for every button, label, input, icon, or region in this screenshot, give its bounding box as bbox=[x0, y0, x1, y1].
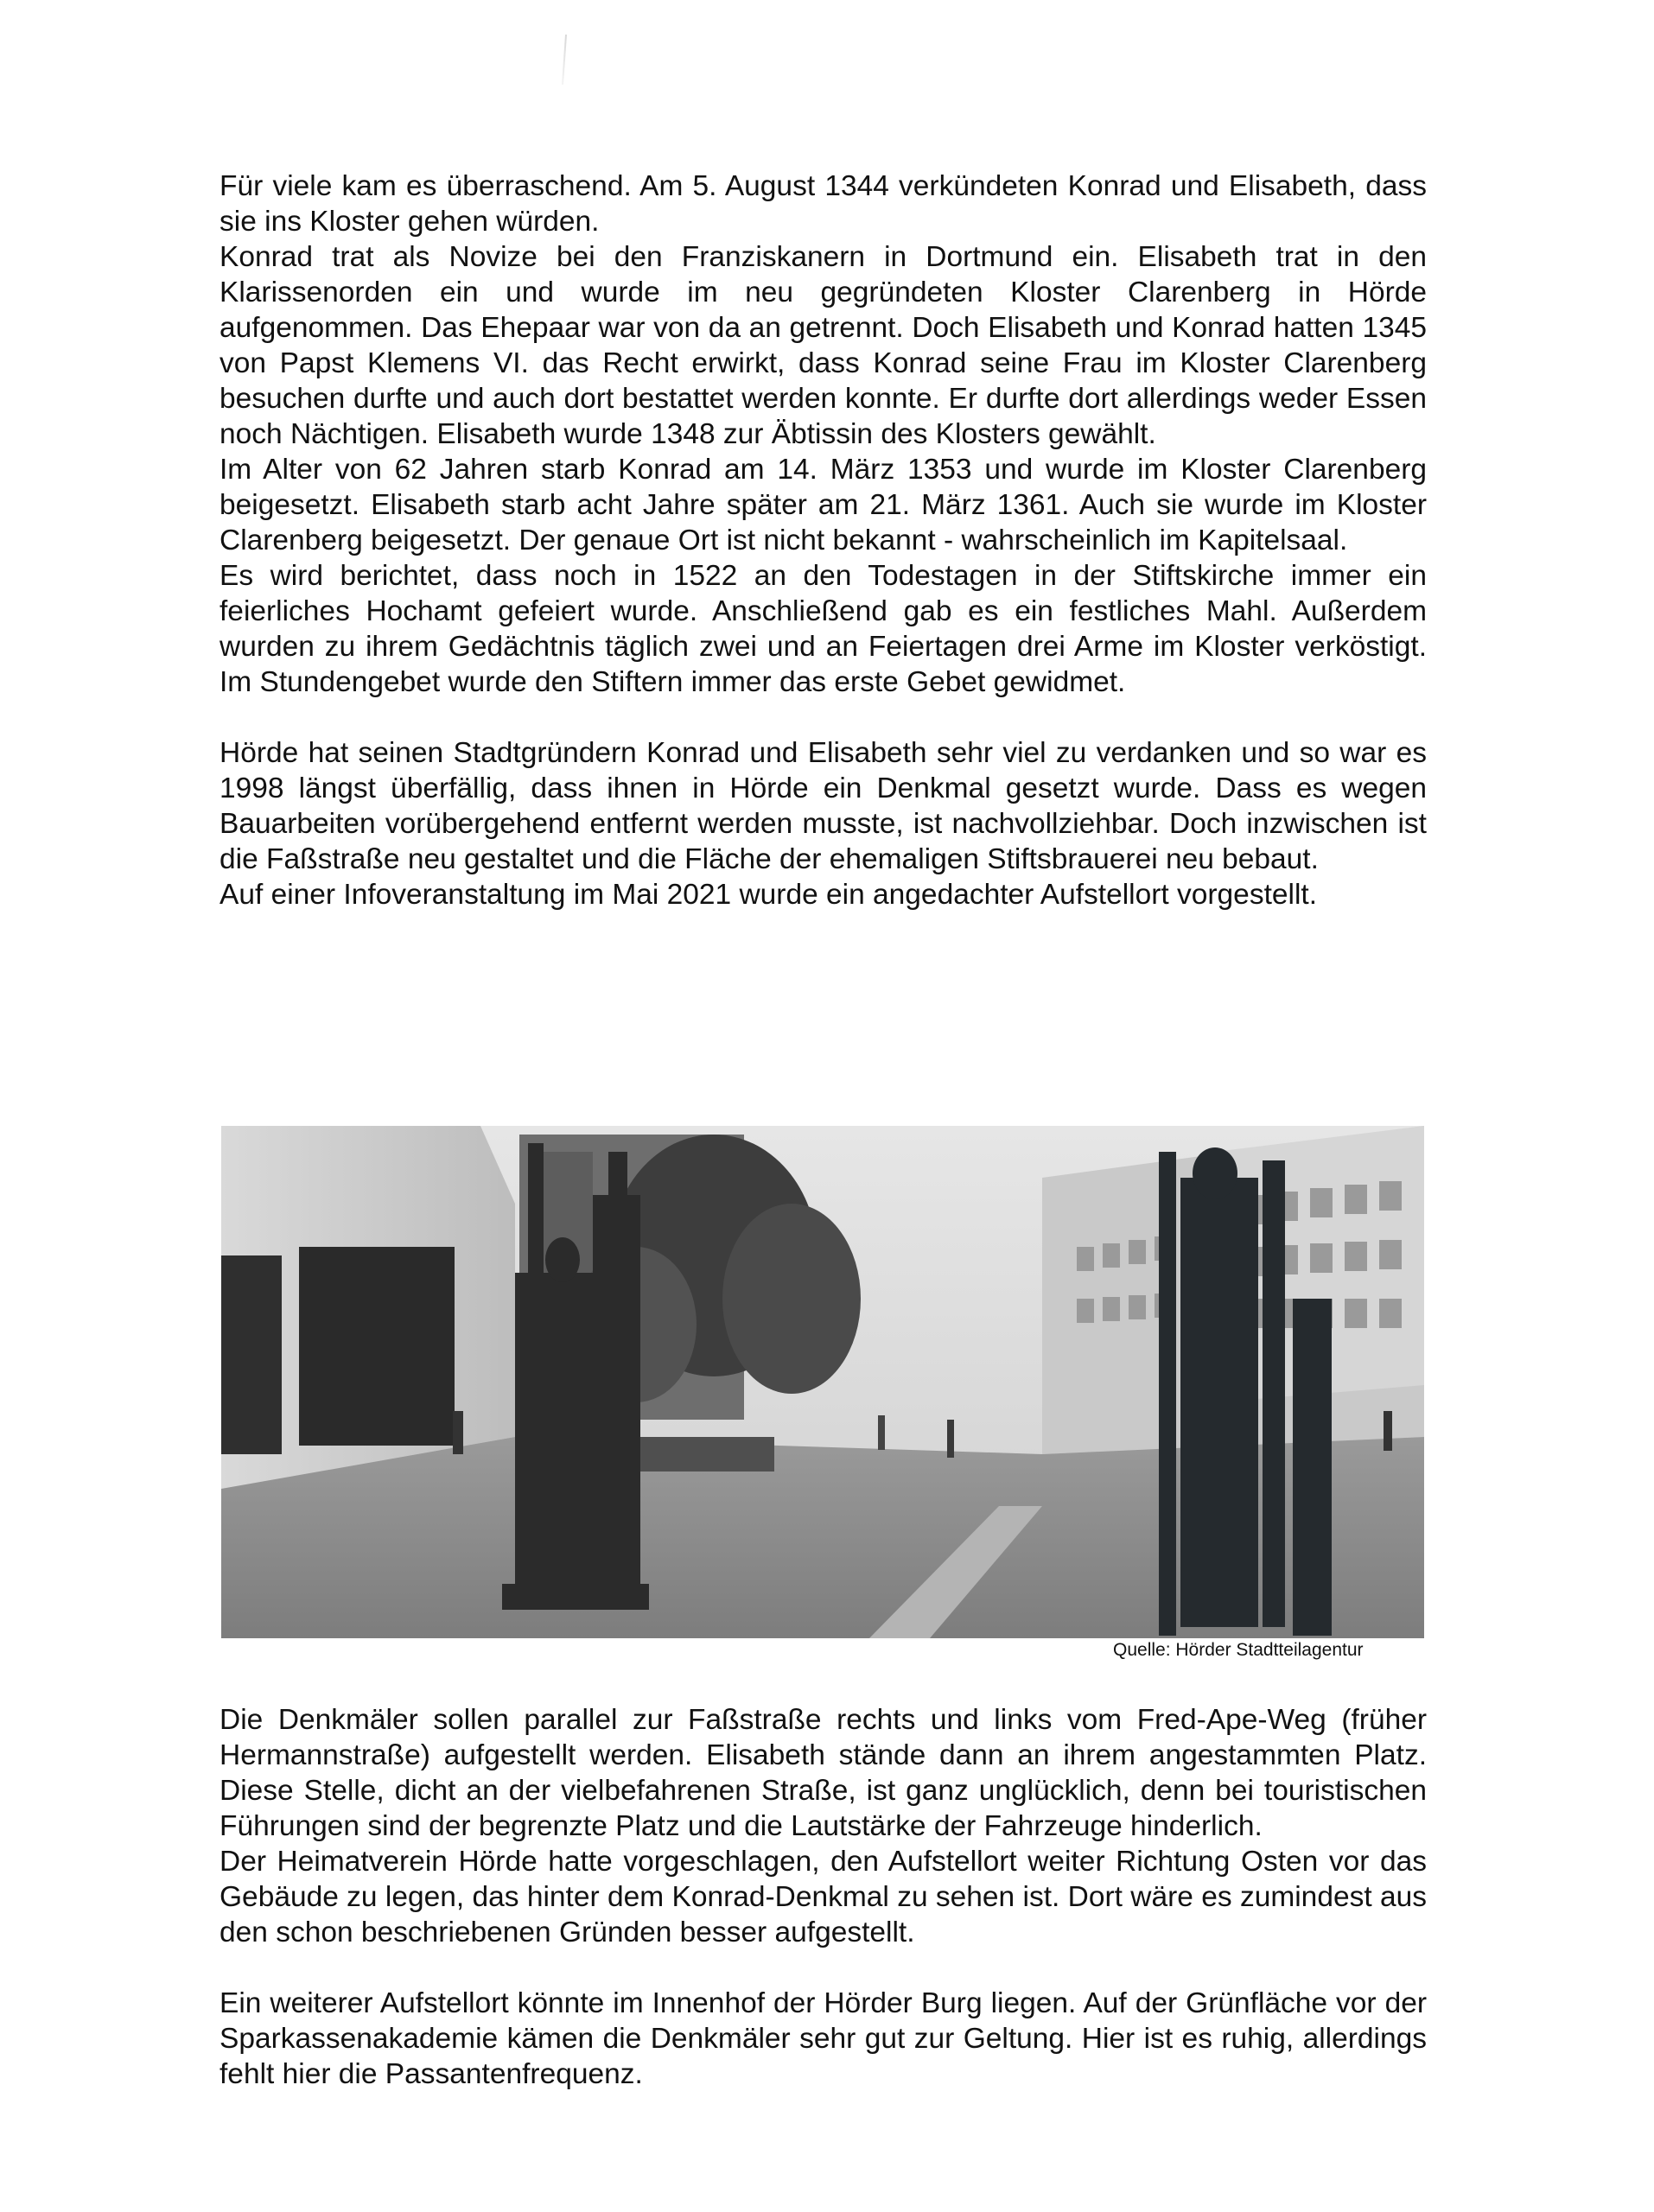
monument-site-rendering bbox=[221, 1126, 1424, 1638]
paragraph: Konrad trat als Novize bei den Franziskanern in Dortmund ein. Elisabeth trat in den Klarissenorden ein und wurde im neu gegründeten Kloster Clarenberg in Hörde aufgenommen. Das Ehepaar war von da an getrennt. Doch Elisabeth und Konrad hatten 1345 von Papst Klemens VI. das Recht erwirkt, dass Konrad seine Frau im Kloster Clarenberg besuchen durfte und auch dort bestattet werden konnte. Er durfte dort allerdings weder Essen noch Nächtigen. Elisabeth wurde 1348 zur Äbtissin des Klosters gewählt. bbox=[219, 241, 1427, 450]
paragraph: Hörde hat seinen Stadtgründern Konrad und Elisabeth sehr viel zu verdanken und so war es 1998 längst überfällig, dass ihnen in Hörde ein Denkmal gesetzt wurde. Dass es wegen Bauarbeiten vorübergehend entfernt werden musste, ist nachvollziehbar. Doch inzwischen ist die Faßstraße neu gestaltet und die Fläche der ehemaligen Stiftsbrauerei neu bebaut. bbox=[219, 737, 1427, 875]
paragraph: Für viele kam es überraschend. Am 5. August 1344 verkündeten Konrad und Elisabeth, dass sie ins Kloster gehen würden. bbox=[219, 170, 1427, 238]
article-text-bottom bbox=[219, 1702, 1427, 2092]
scan-artifact-line bbox=[562, 35, 567, 85]
paragraph-gap bbox=[219, 1950, 1427, 1986]
paragraph-gap bbox=[219, 700, 1427, 735]
paragraph: Im Alter von 62 Jahren starb Konrad am 14. März 1353 und wurde im Kloster Clarenberg beigesetzt. Elisabeth starb acht Jahre später am 21. März 1361. Auch sie wurde im Kloster Clarenberg beigesetzt. Der genaue Ort ist nicht bekannt - wahrscheinlich im Kapitelsaal. bbox=[219, 454, 1427, 556]
paragraph: Die Denkmäler sollen parallel zur Faßstraße rechts und links vom Fred-Ape-Weg (früher Hermannstraße) aufgestellt werden. Elisabeth stände dann an ihrem angestammten Platz. Diese Stelle, dicht an der vielbefahrenen Straße, ist ganz unglücklich, denn bei touristischen Führungen sind der begrenzte Platz und die Lautstärke der Fahrzeuge hinderlich. bbox=[219, 1704, 1427, 1842]
image-caption: Quelle: Hörder Stadtteilagentur bbox=[1113, 1640, 1364, 1660]
paragraph: Auf einer Infoveranstaltung im Mai 2021 wurde ein angedachter Aufstellort vorgestellt. bbox=[219, 879, 1318, 911]
article-text-top bbox=[219, 168, 1427, 912]
paragraph: Es wird berichtet, dass noch in 1522 an den Todestagen in der Stiftskirche immer ein feierliches Hochamt gefeiert wurde. Anschließend gab es ein festliches Mahl. Außerdem wurden zu ihrem Gedächtnis täglich zwei und an Feiertagen drei Arme im Kloster verköstigt. Im Stundengebet wurde den Stiftern immer das erste Gebet gewidmet. bbox=[219, 560, 1427, 698]
rendering-illustration bbox=[221, 1126, 1424, 1638]
paragraph: Der Heimatverein Hörde hatte vorgeschlagen, den Aufstellort weiter Richtung Osten vor das Gebäude zu legen, das hinter dem Konrad-Denkmal zu sehen ist. Dort wäre es zumindest aus den schon beschriebenen Gründen besser aufgestellt. bbox=[219, 1846, 1427, 1948]
paragraph: Ein weiterer Aufstellort könnte im Innenhof der Hörder Burg liegen. Auf der Grünfläche vor der Sparkassenakademie kämen die Denkmäler sehr gut zur Geltung. Hier ist es ruhig, allerdings fehlt hier die Passantenfrequenz. bbox=[219, 1987, 1427, 2090]
